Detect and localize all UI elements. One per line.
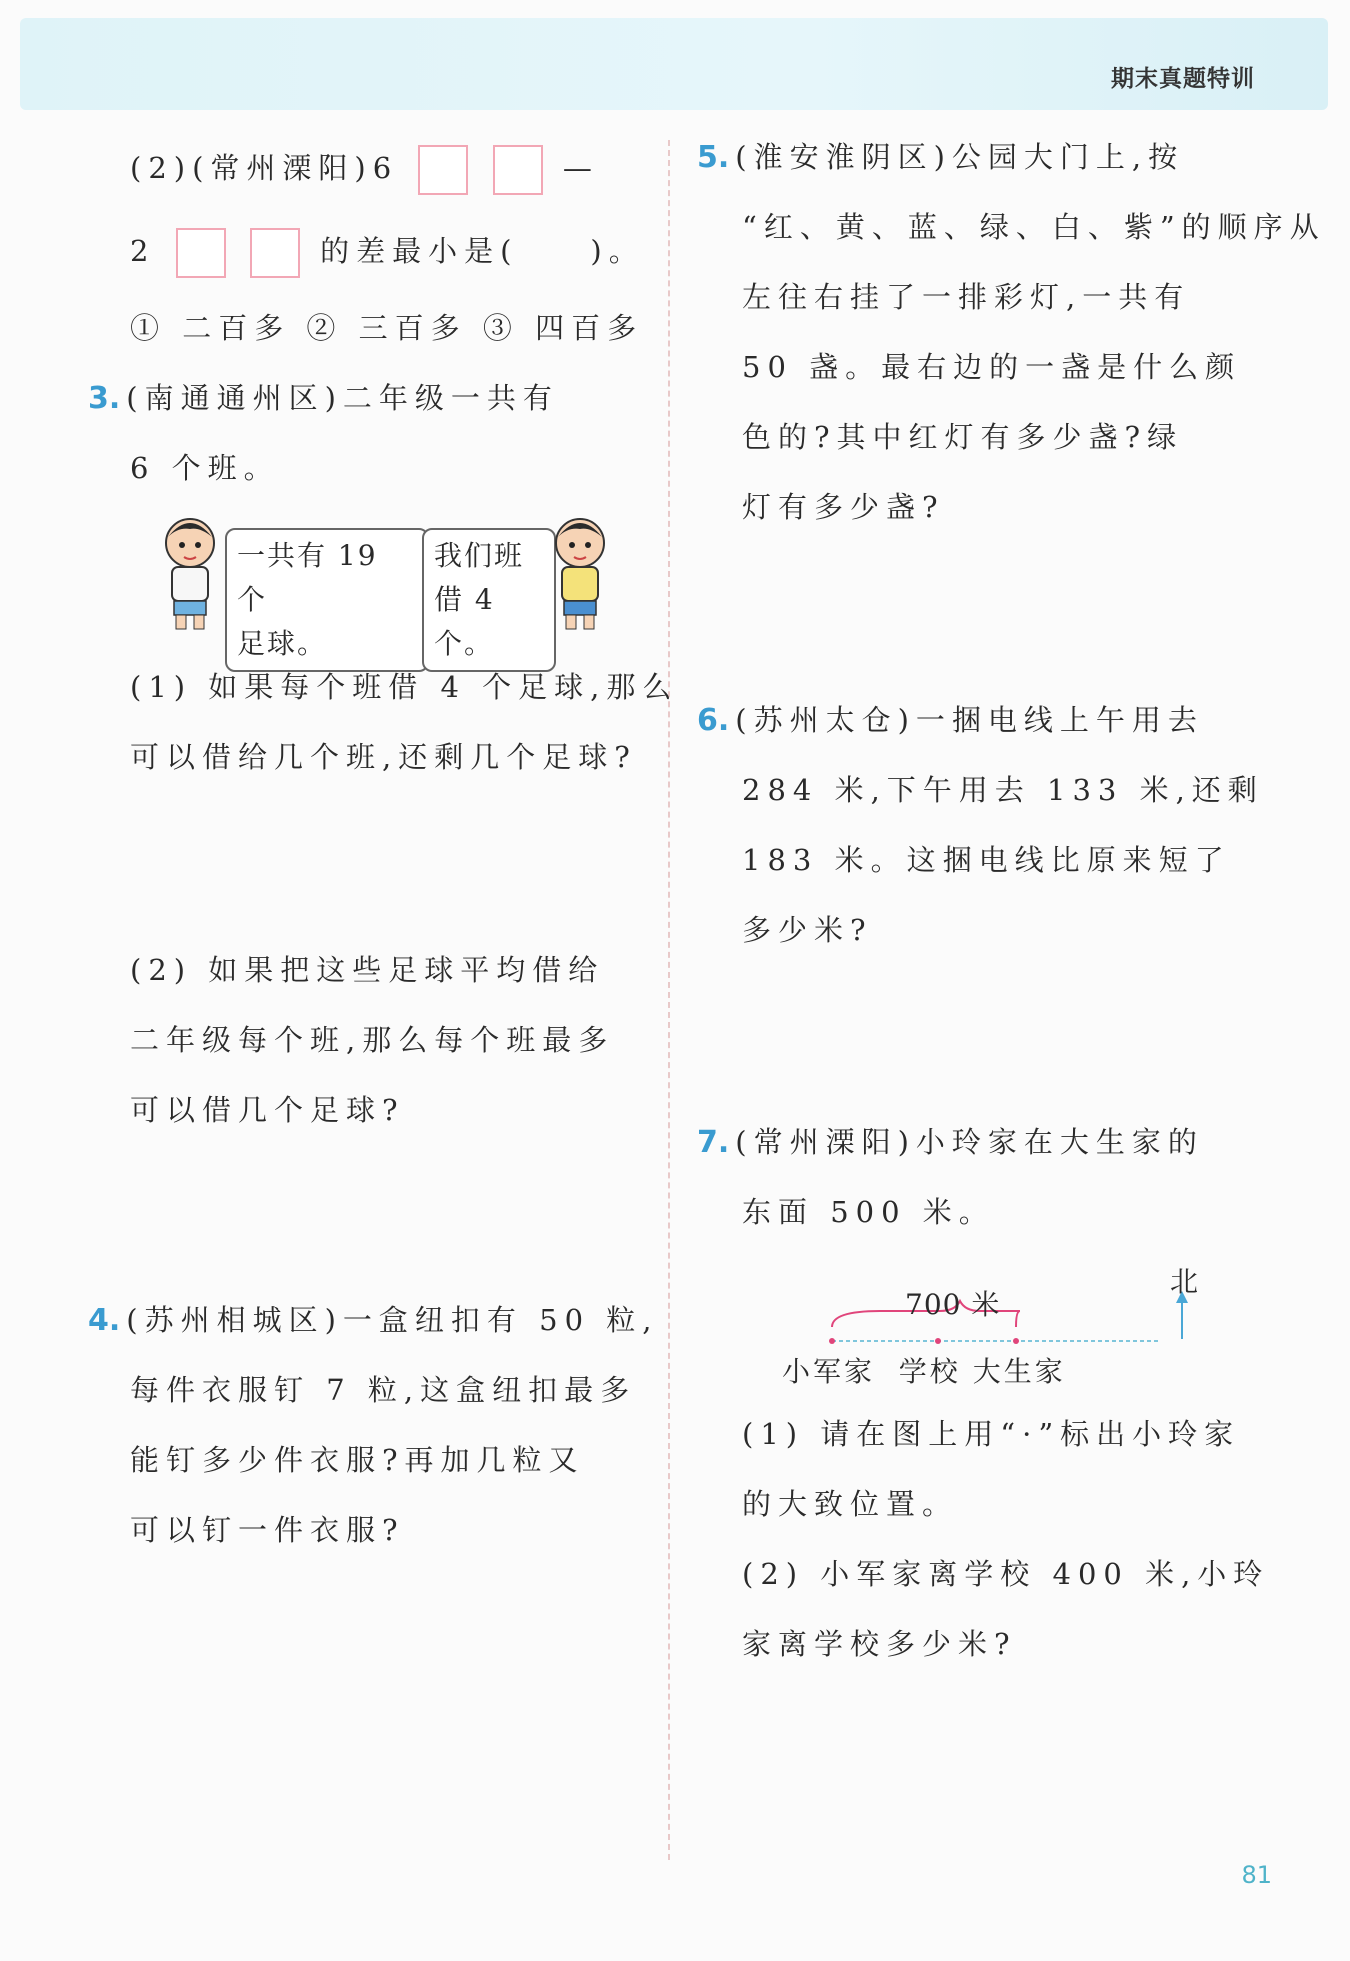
answer-box[interactable] (493, 145, 543, 195)
q5-line6: 灯有多少盏? (742, 490, 945, 524)
answer-box[interactable] (418, 145, 468, 195)
q5-line4: 50 盏。最右边的一盏是什么颜 (742, 350, 1242, 384)
q4-line2: 每件衣服钉 7 粒,这盒纽扣最多 (130, 1373, 637, 1407)
q5-line1: 5. (淮安淮阴区)公园大门上,按 (697, 140, 1185, 175)
q7-sub1-line1: (1) 请在图上用“·”标出小玲家 (742, 1417, 1241, 1451)
speech-bubble-left: 一共有 19 个 足球。 (225, 528, 429, 672)
boy-right-illustration (550, 515, 610, 635)
page-number: 81 (1241, 1861, 1272, 1889)
q6-line4: 多少米? (742, 913, 873, 947)
q3-sub2-line2: 二年级每个班,那么每个班最多 (130, 1023, 615, 1057)
q2-2-options: ① 二百多 ② 三百多 ③ 四百多 (130, 311, 644, 345)
q2-2-line1: (2)(常州溧阳)6 — (130, 145, 599, 195)
answer-box[interactable] (250, 228, 300, 278)
q4-line4: 可以钉一件衣服? (130, 1513, 405, 1547)
q6-line2: 284 米,下午用去 133 米,还剩 (742, 773, 1264, 807)
q3-sub1-line2: 可以借给几个班,还剩几个足球? (130, 740, 637, 774)
q7-line1: 7. (常州溧阳)小玲家在大生家的 (697, 1125, 1204, 1160)
question-number: 7. (697, 1125, 730, 1160)
q7-map-diagram (820, 1255, 1200, 1355)
boy-left-illustration (160, 515, 220, 635)
question-number: 5. (697, 140, 730, 175)
column-divider (668, 140, 670, 1860)
point-xiaojun-home (829, 1338, 835, 1344)
map-place-labels: 小军家 学校 大生家 (782, 1355, 1066, 1388)
question-number: 6. (697, 703, 730, 738)
point-school (935, 1338, 941, 1344)
q6-line1: 6. (苏州太仓)一捆电线上午用去 (697, 703, 1204, 738)
q4-line3: 能钉多少件衣服?再加几粒又 (130, 1443, 585, 1477)
q5-line5: 色的?其中红灯有多少盏?绿 (742, 420, 1184, 454)
q3-line1: 3. (南通通州区)二年级一共有 (88, 381, 559, 416)
q7-sub2-line1: (2) 小军家离学校 400 米,小玲 (742, 1557, 1270, 1591)
q3-sub1-line1: (1) 如果每个班借 4 个足球,那么 (130, 670, 679, 704)
q2-2-line2: 2 的差最小是( )。 (130, 228, 645, 278)
q7-sub2-line2: 家离学校多少米? (742, 1627, 1017, 1661)
q5-line3: 左往右挂了一排彩灯,一共有 (742, 280, 1191, 314)
q5-line2: “红、黄、蓝、绿、白、紫”的顺序从 (742, 210, 1326, 244)
page-header-title: 期末真题特训 (1111, 66, 1255, 92)
q4-line1: 4. (苏州相城区)一盒纽扣有 50 粒, (88, 1303, 659, 1338)
q3-line2: 6 个班。 (130, 451, 280, 485)
question-number: 4. (88, 1303, 121, 1338)
q3-sub2-line3: 可以借几个足球? (130, 1093, 405, 1127)
q7-line2: 东面 500 米。 (742, 1195, 995, 1229)
answer-box[interactable] (176, 228, 226, 278)
map-distance-label: 700 米 (905, 1288, 1001, 1321)
q6-line3: 183 米。这捆电线比原来短了 (742, 843, 1231, 877)
q3-sub2-line1: (2) 如果把这些足球平均借给 (130, 953, 605, 987)
point-dasheng-home (1013, 1338, 1019, 1344)
question-number: 3. (88, 381, 121, 416)
map-north-label: 北 (1170, 1265, 1200, 1298)
q7-sub1-line2: 的大致位置。 (742, 1487, 959, 1521)
speech-bubble-right: 我们班 借 4 个。 (422, 528, 556, 672)
